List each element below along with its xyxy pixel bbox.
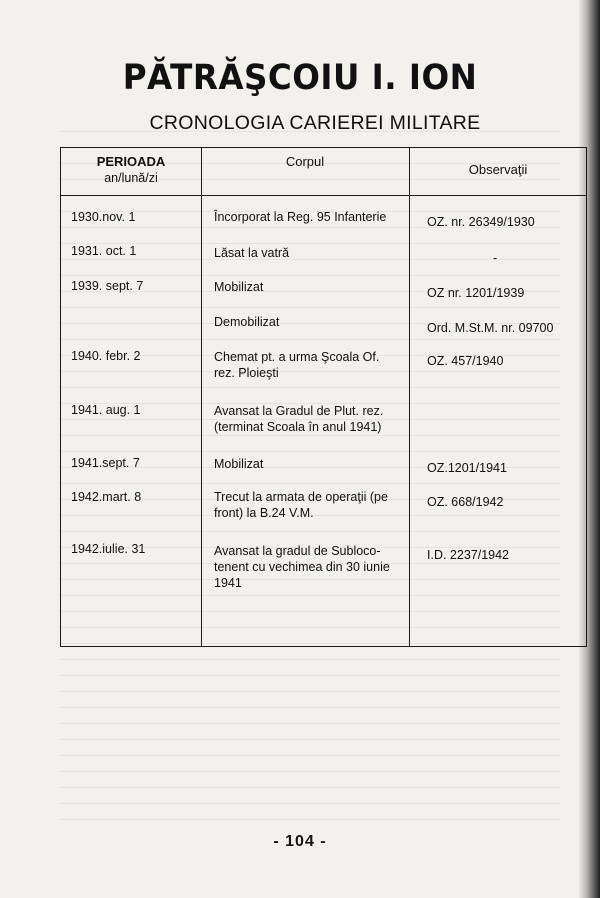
header-notes: Observaţii [468,162,528,177]
header-period-sublabel: an/lună/zi [104,171,158,185]
table-cell-corps: Chemat pt. a urma Şcoala Of. rez. Ploieşti [214,350,380,380]
header-period-label: PERIOADA [96,154,166,169]
table-cell-period: 1941.sept. 7 [71,456,140,470]
page-subtitle: CRONOLOGIA CARIEREI MILITARE [149,112,481,134]
table-cell-notes: OZ. 457/1940 [427,354,504,368]
table-cell-period: 1941. aug. 1 [71,403,141,417]
career-table [60,147,587,647]
table-cell-corps: Încorporat la Reg. 95 Infanterie [214,210,387,224]
table-cell-notes: OZ nr. 1201/1939 [427,286,525,300]
page-number: - 104 - [273,833,327,850]
table-cell-notes: Ord. M.St.M. nr. 09700 [427,321,554,335]
page-title: PĂTRĂŞCOIU I. ION [122,58,478,98]
table-cell-period: 1940. febr. 2 [71,349,141,363]
table-cell-corps: Trecut la armata de operaţii (pe front) la B.24 V.M. [214,490,388,520]
table-cell-notes: OZ.1201/1941 [427,461,507,475]
table-cell-period: 1930.nov. 1 [71,210,136,224]
table-cell-notes: - [493,251,498,265]
column-divider [409,148,410,646]
table-cell-corps: Mobilizat [214,280,264,294]
table-cell-period: 1942.mart. 8 [71,490,142,504]
table-cell-notes: OZ. nr. 26349/1930 [427,215,535,229]
header-divider [61,195,586,196]
table-cell-corps: Mobilizat [214,457,264,471]
table-cell-period: 1942.iulie. 31 [71,542,146,556]
table-cell-corps: Demobilizat [214,315,280,329]
table-cell-corps: Lăsat la vatră [214,246,290,260]
column-divider [201,148,202,646]
table-cell-period: 1939. sept. 7 [71,279,144,293]
table-cell-notes: I.D. 2237/1942 [427,548,510,562]
header-period [61,154,201,186]
table-cell-corps: Avansat la gradul de Subloco-tenent cu vechimea din 30 iunie 1941 [214,544,390,590]
header-corps: Corpul [285,154,325,169]
table-cell-period: 1931. oct. 1 [71,244,137,258]
table-cell-notes: OZ. 668/1942 [427,495,504,509]
table-cell-corps: Avansat la Gradul de Plut. rez. (terminat Scoala în anul 1941) [214,404,384,434]
